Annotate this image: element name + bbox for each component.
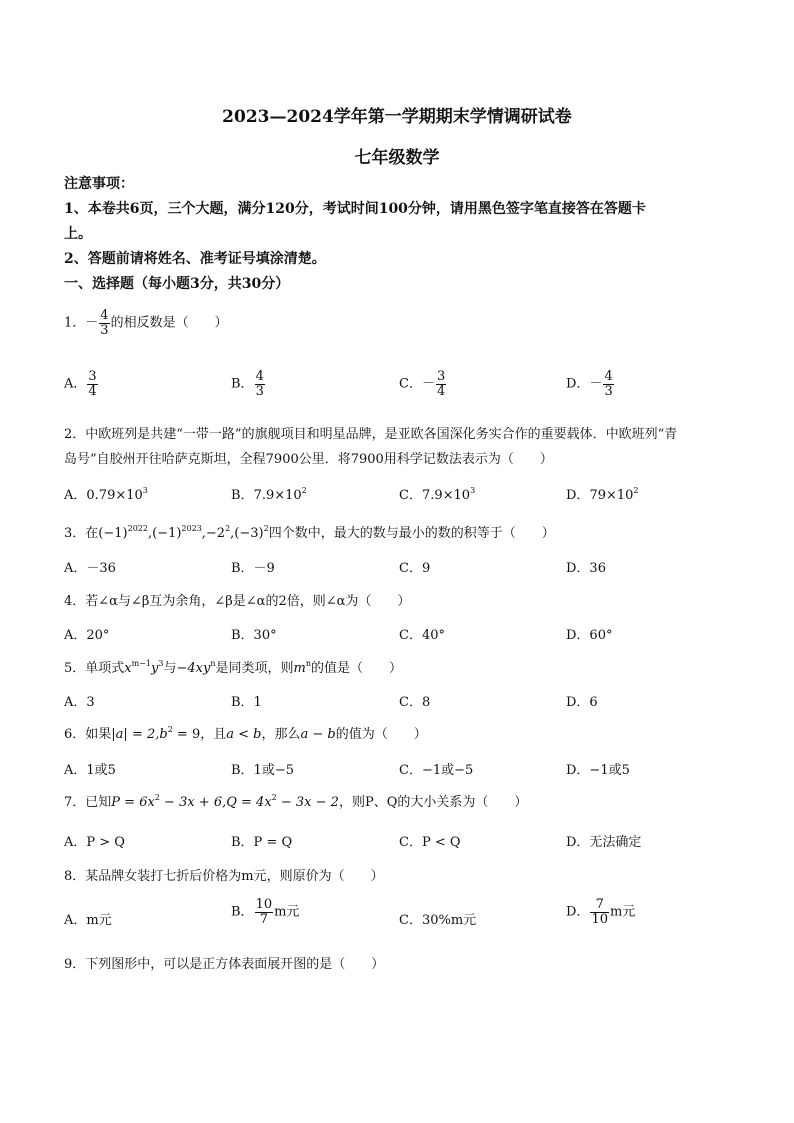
question-text: 与 — [163, 661, 177, 676]
q8-option-c[interactable] — [399, 909, 476, 928]
question-number: 1． — [64, 315, 86, 331]
question-2 — [64, 423, 677, 442]
numerator: 10 — [255, 897, 273, 912]
exponent: 3 — [470, 486, 476, 495]
q8-option-d[interactable] — [566, 898, 635, 926]
denominator: 4 — [436, 383, 446, 399]
option-label: B． — [231, 488, 254, 503]
q6-option-a[interactable]: A．1或5 — [64, 763, 116, 778]
numerator: 4 — [604, 369, 613, 384]
question-number: 7． — [64, 795, 86, 810]
math-term: y — [151, 661, 159, 676]
numerator: 7 — [590, 898, 609, 913]
question-text: 下列图形中，可以是正方体表面展开图的是（ ） — [85, 957, 385, 972]
option-label: A． — [64, 376, 87, 392]
section-heading: 一、选择题（每小题3分，共30分） — [64, 276, 290, 292]
question-text: ，那么 — [261, 727, 301, 742]
exponent: 2 — [633, 486, 639, 495]
fraction — [436, 370, 446, 398]
question-text: ，且 — [200, 727, 227, 742]
numerator: 3 — [88, 369, 97, 384]
option-label: D． — [566, 488, 590, 503]
q7-option-c[interactable]: C．P < Q — [399, 835, 461, 850]
exponent: 2 — [263, 524, 269, 533]
q4-option-a[interactable]: A．20° — [64, 628, 110, 643]
q5-option-c[interactable]: C．8 — [399, 695, 431, 710]
denominator: 4 — [88, 383, 97, 399]
question-2-cont: 岛号”自胶州开往哈萨克斯坦，全程7900公里．将7900用科学记数法表示为（ ） — [64, 452, 553, 467]
exponent: 2022 — [127, 524, 148, 533]
math-term: − 3x + 6,Q = 4x — [159, 795, 272, 810]
note-item-2: 2、答题前请将姓名、准考证号填涂清楚。 — [64, 251, 326, 267]
exponent: m−1 — [131, 659, 152, 668]
question-text: 某品牌女装打七折后价格为m元，则原价为（ ） — [85, 869, 384, 884]
question-text: 如果 — [85, 727, 112, 742]
question-number: 8． — [64, 869, 86, 884]
question-number: 5． — [64, 661, 86, 676]
math-term: |a| = 2,b — [111, 727, 168, 742]
math-term: m — [293, 661, 306, 676]
q2-option-b[interactable] — [231, 484, 307, 503]
question-text: 的相反数是（ ） — [110, 315, 228, 331]
exponent: 2 — [301, 486, 307, 495]
exponent: 3 — [158, 659, 164, 668]
exponent: 2 — [225, 524, 231, 533]
exponent: 2 — [154, 793, 160, 802]
option-label: B． — [231, 904, 254, 920]
q3-option-d[interactable]: D．36 — [566, 561, 606, 576]
question-4 — [64, 590, 410, 609]
notes-heading: 注意事项： — [64, 176, 134, 192]
fraction — [590, 898, 609, 926]
question-text: 在 — [85, 526, 99, 541]
math-term: − 3x − 2 — [276, 795, 339, 810]
option-value: 0.79×10 — [86, 488, 143, 503]
exponent: n — [305, 659, 311, 668]
note-item-1: 1、本卷共6页，三个大题，满分120分，考试时间100分钟，请用黑色签字笔直接答在答题卡 — [64, 201, 646, 217]
exponent: 2 — [167, 725, 173, 734]
option-label: D． — [566, 376, 590, 392]
exponent: 2023 — [181, 524, 202, 533]
exam-title: 2023—2024学年第一学期期末学情调研试卷 — [222, 107, 572, 127]
option-label: C． — [399, 488, 422, 503]
question-text: 是同类项，则 — [215, 661, 294, 676]
q2-option-a[interactable] — [64, 484, 148, 503]
exponent: 3 — [142, 486, 148, 495]
q2-option-c[interactable] — [399, 484, 475, 503]
exponent: n — [210, 659, 216, 668]
q5-option-d[interactable]: D．6 — [566, 695, 598, 710]
q7-option-b[interactable]: B．P = Q — [231, 835, 293, 850]
q1-option-b[interactable] — [231, 370, 266, 398]
q8-option-b[interactable] — [231, 898, 299, 926]
question-9 — [64, 953, 384, 972]
q4-option-b[interactable]: B．30° — [231, 628, 277, 643]
minus-sign: － — [589, 376, 603, 392]
question-text: 中欧班列是共建“一带一路”的旗舰项目和明星品牌，是亚欧各国深化务实合作的重要载体．中欧班列“青 — [85, 427, 678, 442]
option-label: C． — [399, 376, 422, 392]
question-text: 单项式 — [85, 661, 125, 676]
question-text: 四个数中，最大的数与最小的数的积等于（ ） — [268, 526, 555, 541]
question-number: 3． — [64, 526, 86, 541]
math-term: (−1) — [98, 526, 128, 541]
option-label: B． — [231, 376, 254, 392]
denominator: 10 — [591, 911, 608, 927]
q2-option-d[interactable] — [566, 484, 639, 503]
math-term: a − b — [300, 727, 336, 742]
exponent: 2 — [271, 793, 277, 802]
exam-subtitle: 七年级数学 — [354, 148, 440, 168]
fraction — [99, 309, 109, 337]
fraction — [255, 898, 274, 926]
question-text: 的值为（ ） — [335, 727, 427, 742]
note-item-1-cont: 上。 — [64, 226, 92, 242]
q6-option-d[interactable]: D．−1或5 — [566, 763, 630, 778]
q4-option-d[interactable]: D．60° — [566, 628, 613, 643]
denominator: 7 — [259, 911, 268, 927]
math-term: −4xy — [176, 661, 211, 676]
question-3 — [64, 522, 555, 541]
question-text: 若∠α与∠β互为余角，∠β是∠α的2倍，则∠α为（ ） — [85, 594, 411, 609]
denominator: 3 — [604, 383, 613, 399]
q1-option-d[interactable] — [566, 370, 615, 398]
q7-option-a[interactable]: A．P > Q — [64, 835, 125, 850]
math-term: = 9 — [172, 727, 201, 742]
q3-option-a[interactable]: A．－36 — [64, 561, 116, 576]
q4-option-c[interactable]: C．40° — [399, 628, 445, 643]
math-term: x — [124, 661, 132, 676]
q3-option-c[interactable]: C．9 — [399, 561, 431, 576]
q1-option-c[interactable] — [399, 370, 447, 398]
question-text: ，则P、Q的大小关系为（ ） — [338, 795, 528, 810]
q5-option-b[interactable]: B．1 — [231, 695, 262, 710]
math-term: ,(−3) — [230, 526, 264, 541]
math-term: a < b — [226, 727, 262, 742]
option-label: A． — [64, 488, 87, 503]
denominator: 3 — [255, 383, 264, 399]
q5-option-a[interactable]: A．3 — [64, 695, 95, 710]
option-label: D． — [566, 904, 590, 920]
question-text: 的值是（ ） — [311, 661, 403, 676]
option-value: m元 — [86, 913, 112, 928]
question-number: 6． — [64, 727, 86, 742]
q7-option-d[interactable]: D．无法确定 — [566, 835, 642, 850]
question-number: 2． — [64, 427, 86, 442]
question-8 — [64, 865, 384, 884]
fraction — [603, 370, 613, 398]
numerator: 4 — [100, 308, 109, 323]
q6-option-b[interactable]: B．1或−5 — [231, 763, 294, 778]
fraction — [87, 370, 97, 398]
question-5 — [64, 657, 402, 676]
denominator: 3 — [100, 322, 109, 338]
numerator: 4 — [255, 369, 264, 384]
question-text: 已知 — [85, 795, 112, 810]
q1-option-a[interactable] — [64, 370, 99, 398]
q6-option-c[interactable]: C．−1或−5 — [399, 763, 474, 778]
option-value: 30%m元 — [421, 913, 477, 928]
fraction — [255, 370, 265, 398]
option-label: C． — [399, 913, 422, 928]
math-term: ,(−1) — [147, 526, 182, 541]
minus-sign: － — [421, 376, 435, 392]
math-term: P = 6x — [111, 795, 155, 810]
question-1 — [64, 309, 228, 337]
minus-sign: － — [85, 315, 99, 331]
question-7 — [64, 791, 527, 810]
option-value: 7.9×10 — [253, 488, 302, 503]
numerator: 3 — [436, 369, 446, 384]
q8-option-a[interactable] — [64, 909, 112, 928]
option-label: A． — [64, 913, 87, 928]
q3-option-b[interactable]: B．－9 — [231, 561, 275, 576]
question-number: 9． — [64, 957, 86, 972]
option-value: 79×10 — [589, 488, 634, 503]
option-value: m元 — [274, 904, 300, 920]
question-6 — [64, 723, 427, 742]
option-value: m元 — [609, 904, 636, 920]
option-value: 7.9×10 — [421, 488, 471, 503]
math-term: ,−2 — [201, 526, 226, 541]
question-number: 4． — [64, 594, 86, 609]
